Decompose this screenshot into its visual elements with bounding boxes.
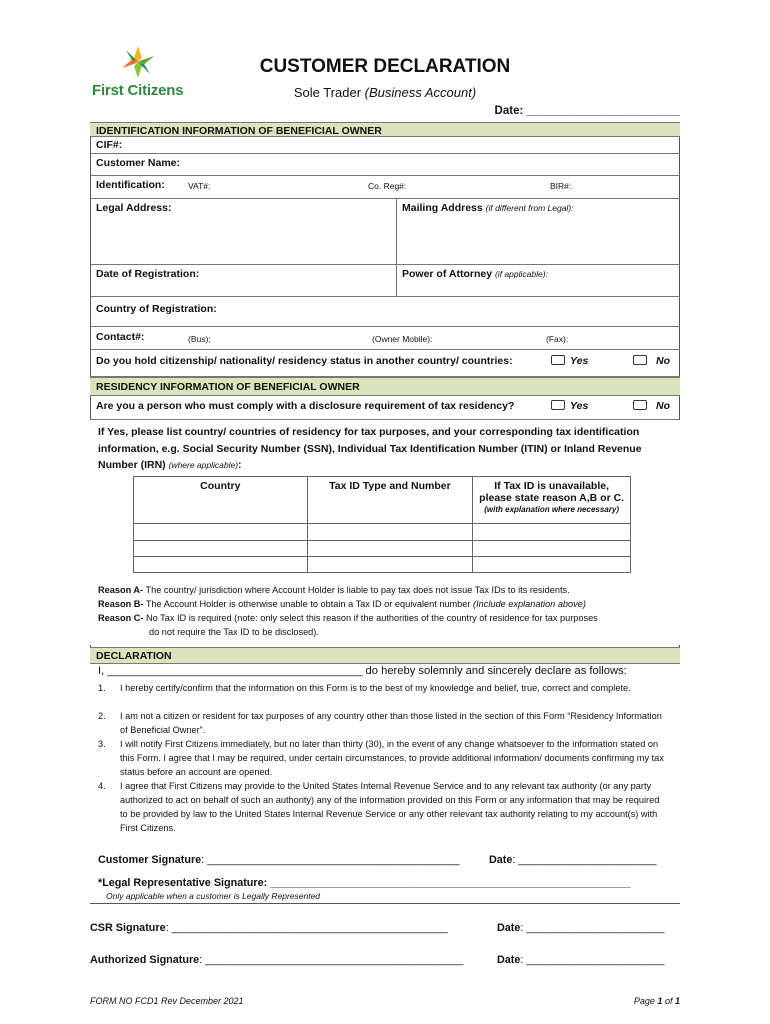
tax-table-row: [134, 541, 631, 557]
tax-row3-reason-cell[interactable]: [473, 557, 631, 573]
tax-table-row: [134, 524, 631, 541]
citizenship-row: [90, 350, 680, 377]
power-attorney-text: Power of Attorney: [402, 268, 493, 280]
legal-address-label: Legal Address:: [96, 202, 172, 214]
citizenship-yes-checkbox[interactable]: [551, 355, 565, 365]
tax-row1-taxid-cell[interactable]: [307, 524, 473, 541]
customer-name-row[interactable]: [90, 154, 680, 176]
tax-row2-taxid-cell[interactable]: [307, 541, 473, 557]
address-divider: [396, 199, 397, 265]
authorized-date-line: : _______________________: [520, 954, 665, 966]
identification-row[interactable]: [90, 176, 680, 199]
brand-name: First Citizens: [92, 82, 184, 99]
subtitle-main: Sole Trader: [293, 85, 362, 100]
col-reason-note: (with explanation where necessary): [484, 505, 619, 514]
tax-table-row: [134, 557, 631, 573]
declaration-item-2-text: I am not a citizen or resident for tax purposes of any country other than those listed in the section of this Form “Residency Information of Beneficial Owner”.: [120, 711, 662, 735]
tax-row1-country-cell[interactable]: [134, 524, 308, 541]
customer-date[interactable]: [489, 854, 657, 866]
residency-yes-label: Yes: [570, 400, 589, 412]
authorized-signature-label: Authorized Signature: [90, 954, 200, 966]
tax-row2-reason-cell[interactable]: [473, 541, 631, 557]
tax-row3-country-cell[interactable]: [134, 557, 308, 573]
reason-b-label: Reason B-: [98, 599, 144, 609]
instruction-line-3: [98, 459, 242, 471]
declaration-intro-text: do hereby solemnly and sincerely declare as follows:: [362, 665, 627, 677]
customer-date-label: Date: [489, 854, 513, 866]
declaration-item-3-text: I will notify First Citizens immediately, but no later than thirty (30), in the event of any change whatsoever to the information stated on this Form. I agree that I may be required, under certain circumstances, to provide additional information/ documents confirming my tax status before an account are opened.: [120, 739, 664, 777]
mailing-address-label: [402, 202, 574, 214]
tax-row1-reason-cell[interactable]: [473, 524, 631, 541]
registration-row[interactable]: [90, 265, 680, 297]
owner-mobile-label: (Owner Mobile):: [372, 334, 433, 344]
customer-name-label: Customer Name:: [96, 157, 181, 169]
registration-divider: [396, 265, 397, 297]
power-attorney-label: [402, 268, 548, 280]
csr-signature-label: CSR Signature: [90, 922, 166, 934]
reason-c-cont: do not require the Tax ID to be disclosed).: [149, 627, 319, 637]
authorized-signature[interactable]: [90, 954, 463, 966]
bus-label: (Bus):: [188, 334, 211, 344]
authorized-date-label: Date: [497, 954, 521, 966]
csr-signature[interactable]: [90, 922, 448, 934]
instruction-irn: Number (IRN): [98, 459, 166, 471]
reason-c: [98, 613, 598, 623]
cif-row[interactable]: [90, 137, 680, 154]
tax-row3-taxid-cell[interactable]: [307, 557, 473, 573]
customer-signature-label: Customer Signature: [98, 854, 202, 866]
section-declaration-heading: DECLARATION: [90, 647, 680, 664]
page-total: 1: [674, 996, 680, 1006]
csr-signature-line: : ______________________________________________: [165, 922, 448, 934]
col-country: Country: [134, 477, 308, 524]
reason-a-text: The country/ jurisdiction where Account Holder is liable to pay tax does not issue Tax IDs to its residents.: [143, 585, 570, 595]
cif-label: CIF#:: [96, 139, 123, 151]
csr-date-line: : _______________________: [520, 922, 665, 934]
page-of: of: [664, 996, 673, 1006]
page-number: [634, 996, 680, 1006]
declaration-intro: [98, 665, 627, 677]
tax-table-header: [134, 477, 631, 524]
declaration-item-3-num: 3.: [98, 739, 106, 749]
tax-row2-country-cell[interactable]: [134, 541, 308, 557]
authorized-date[interactable]: [497, 954, 665, 966]
customer-signature-line: : __________________________________________: [201, 854, 460, 866]
power-attorney-note: (if applicable):: [494, 269, 548, 279]
reason-c-text: No Tax ID is required (note: only select this reason if the authorities of the country of residence for tax purposes: [143, 613, 598, 623]
customer-date-line: : _______________________: [512, 854, 657, 866]
csr-date[interactable]: [497, 922, 665, 934]
residency-question: Are you a person who must comply with a disclosure requirement of tax residency?: [96, 400, 515, 412]
authorized-signature-line: : ___________________________________________: [199, 954, 464, 966]
reason-a: [98, 585, 570, 595]
legal-signature-label: *Legal Representative Signature:: [98, 877, 268, 889]
reason-b-note: (Include explanation above): [473, 599, 586, 609]
residency-yes-checkbox[interactable]: [551, 400, 565, 410]
country-registration-row[interactable]: [90, 297, 680, 327]
reason-c-label: Reason C-: [98, 613, 144, 623]
reason-b: [98, 599, 586, 609]
residency-no-label: No: [656, 400, 670, 412]
col-reason-line2: please state reason A,B or C.: [479, 492, 625, 504]
signature-divider: [90, 903, 680, 904]
reason-b-text: The Account Holder is otherwise unable to obtain a Tax ID or equivalent number: [143, 599, 471, 609]
form-number: FORM NO FCD1 Rev December 2021: [90, 996, 244, 1006]
coreg-label: Co. Reg#:: [368, 181, 407, 191]
declaration-item-4-text: I agree that First Citizens may provide to the United States Internal Revenue Service and to any relevant tax authority (or any party authorized to act on behalf of such an authority) any of the information provided on this Form or any information that may be required to be provided by law to the United States Internal Revenue Service or any other relevant tax authority relating to my account(s) with First Citizens.: [120, 781, 660, 833]
contact-label: Contact#:: [96, 331, 145, 343]
col-taxid: Tax ID Type and Number: [307, 477, 473, 524]
address-row[interactable]: [90, 199, 680, 265]
date-registration-label: Date of Registration:: [96, 268, 200, 280]
subtitle-paren: (Business Account): [364, 85, 477, 100]
col-reason: [473, 477, 631, 524]
col-reason-line1: If Tax ID is unavailable,: [494, 480, 609, 492]
country-registration-label: Country of Registration:: [96, 303, 217, 315]
identification-label: Identification:: [96, 179, 165, 191]
tax-residency-table: [133, 476, 631, 573]
instruction-line-1: If Yes, please list country/ countries of residency for tax purposes, and your corresponding tax identification: [98, 426, 640, 438]
legal-representative-note: Only applicable when a customer is Legally Represented: [106, 891, 321, 901]
citizenship-yes-label: Yes: [570, 355, 589, 367]
citizenship-no-label: No: [656, 355, 670, 367]
vat-label: VAT#:: [188, 181, 211, 191]
bir-label: BIR#:: [550, 181, 572, 191]
section-residency-heading: RESIDENCY INFORMATION OF BENEFICIAL OWNER: [90, 377, 680, 396]
legal-representative-signature[interactable]: [98, 877, 631, 889]
mailing-address-text: Mailing Address: [402, 202, 483, 214]
header-date-field[interactable]: Date: ________________________: [494, 105, 680, 117]
residency-question-row: [90, 396, 680, 420]
customer-signature[interactable]: [98, 854, 459, 866]
declaration-item-1-text: I hereby certify/confirm that the information on this Form is to the best of my knowledge and belief, true, correct and complete.: [120, 683, 631, 693]
residency-no-checkbox[interactable]: [633, 400, 647, 410]
declarant-name-field[interactable]: I, _________________________________________: [98, 665, 363, 677]
page-title: CUSTOMER DECLARATION: [259, 56, 511, 77]
legal-signature-line: ____________________________________________________________: [267, 877, 631, 889]
declaration-item-2-num: 2.: [98, 711, 106, 721]
page-prefix: Page: [633, 996, 655, 1006]
declaration-item-1-num: 1.: [98, 683, 106, 693]
instruction-line-2: information, e.g. Social Security Number (SSN), Individual Tax Identification Number (ITIN) or Inland Revenue: [98, 443, 642, 455]
csr-date-label: Date: [497, 922, 521, 934]
page-subtitle: [0, 85, 770, 100]
declaration-item-4-num: 4.: [98, 781, 106, 791]
section-identification-heading: IDENTIFICATION INFORMATION OF BENEFICIAL OWNER: [90, 122, 680, 137]
instruction-colon: :: [238, 459, 242, 471]
fax-label: (Fax):: [546, 334, 569, 344]
reason-a-label: Reason A-: [98, 585, 144, 595]
page-current: 1: [657, 996, 663, 1006]
instruction-note: (where applicable): [168, 460, 239, 470]
contact-row[interactable]: [90, 327, 680, 350]
citizenship-question: Do you hold citizenship/ nationality/ residency status in another country/ countries:: [96, 355, 513, 367]
mailing-address-note: (if different from Legal):: [485, 203, 574, 213]
citizenship-no-checkbox[interactable]: [633, 355, 647, 365]
